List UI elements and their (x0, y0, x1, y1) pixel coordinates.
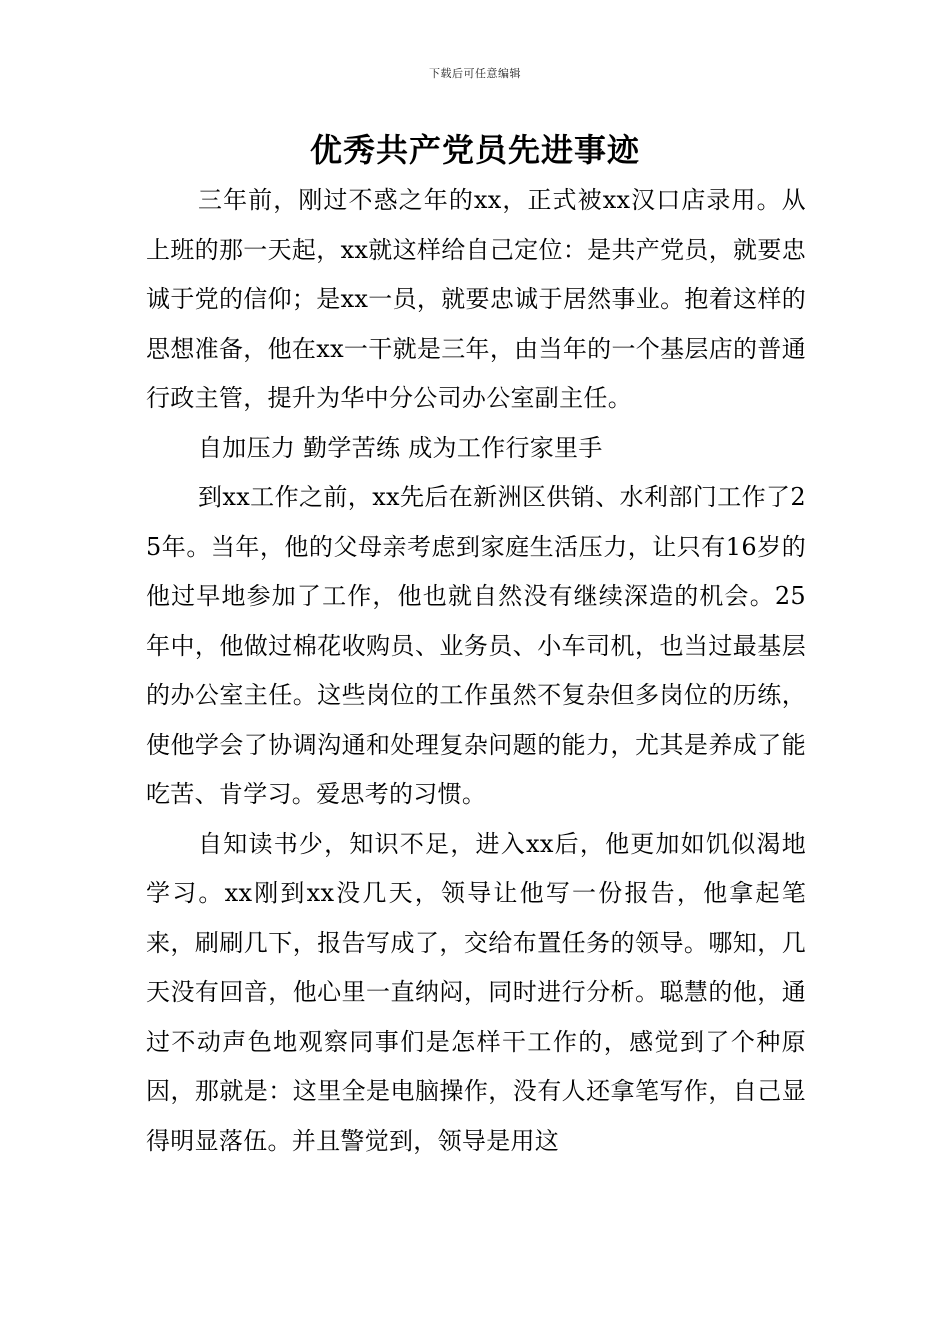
document-body (146, 176, 806, 1166)
header-note: 下载后可任意编辑 (429, 67, 521, 80)
paragraph-learning: 自知读书少，知识不足，进入xx后，他更加如饥似渴地学习。xx刚到xx没几天，领导让他写一份报告，他拿起笔来，刷刷几下，报告写成了，交给布置任务的领导。哪知，几天没有回音，他心里一直纳闷，同时进行分析。聪慧的他，通过不动声色地观察同事们是怎样干工作的，感觉到了个种原因，那就是：这里全是电脑操作，没有人还拿笔写作，自己显得明显落伍。并且警觉到，领导是用这 (146, 829, 806, 1155)
section-heading: 自加压力 勤学苦练 成为工作行家里手 (198, 433, 603, 462)
paragraph-background: 到xx工作之前，xx先后在新洲区供销、水利部门工作了25年。当年，他的父母亲考虑到家庭生活压力，让只有16岁的他过早地参加了工作，他也就自然没有继续深造的机会。25年中，他做过棉花收购员、业务员、小车司机，也当过最基层的办公室主任。这些岗位的工作虽然不复杂但多岗位的历练，使他学会了协调沟通和处理复杂问题的能力，尤其是养成了能吃苦、肯学习。爱思考的习惯。 (146, 483, 806, 808)
paragraph-intro: 三年前，刚过不惑之年的xx，正式被xx汉口店录用。从上班的那一天起，xx就这样给自己定位：是共产党员，就要忠诚于党的信仰；是xx一员，就要忠诚于居然事业。抱着这样的思想准备，他在xx一干就是三年，由当年的一个基层店的普通行政主管，提升为华中分公司办公室副主任。 (146, 186, 806, 412)
document-title: 优秀共产党员先进事迹 (309, 131, 640, 169)
